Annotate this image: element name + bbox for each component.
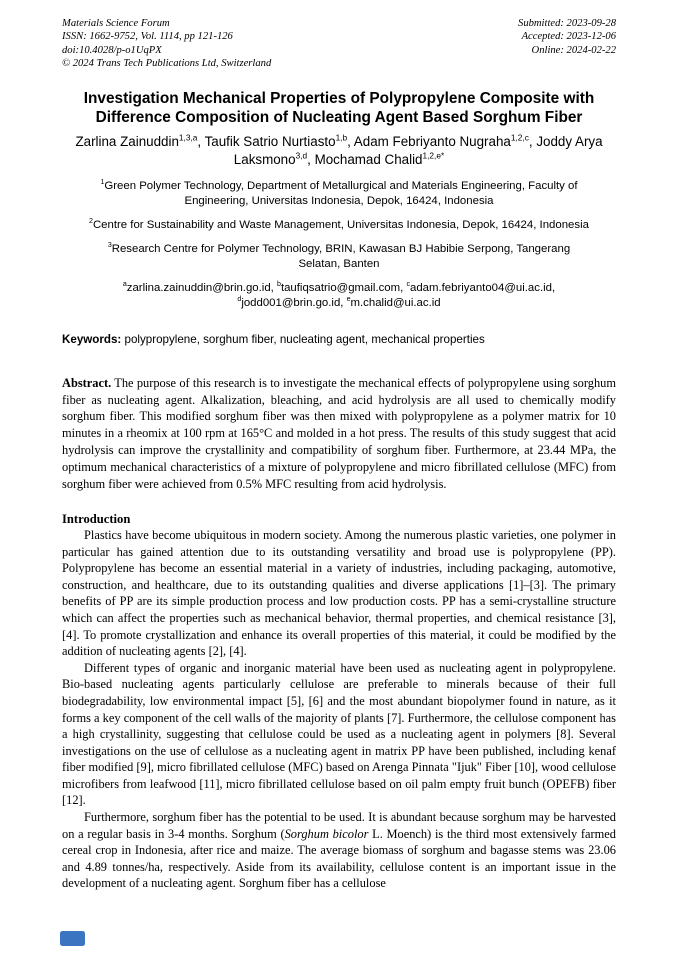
journal-info	[62, 17, 271, 71]
accepted-date: Accepted: 2023-12-06	[521, 31, 616, 43]
abstract: Abstract. The purpose of this research is to investigate the mechanical effects of polypropylene using sorghum fiber as nucleating agent. Alkalization, bleaching, and acid hydrolysis are all used to chemically modify sorghum fiber. This modified sorghum fiber was then mixed with polypropylene as a polymer matrix for 10 minutes in a rheomix at 100 rpm at 165°C and molded in a hot press. The results of this study suggest that acid hydrolysis can improve the crystallinity and compatibility of sorghum fiber. Furthermore, at 23.44 MPa, the optimum mechanical characteristics of a mixture of polypropylene and micro fibrillated cellulose (MFC) from sorghum fiber were achieved from 0.5% MFC resulting from acid hydrolysis.	[62, 375, 616, 492]
affiliation-1: $^1$Green Polymer Technology, Department of Metallurgical and Materials Engineering, Faculty of Engineering, Universitas Indonesia, Depok, 16424, Indonesia	[100, 178, 578, 207]
intro-paragraph-1: Plastics have become ubiquitous in modern society. Among the numerous plastic varieties, one polymer in particular has gained attention due to its outstanding versatility and broad use is polypropylene (PP). Polypropylene has become an essential material in a variety of industries, including packaging, automotive, construction, and healthcare, due to its outstanding qualities and diverse applications [1]–[3]. The primary benefits of PP are its simple production process and low production costs. PP has a semi-crystalline structure which can affect the properties such as mechanical behavior, thermal properties, and chemical resistance [3], [4]. To promote crystallization and enhance its overall properties of this material, it could be modified by the addition of nucleating agents [2], [4].	[62, 527, 616, 659]
affiliation-3: $^3$Research Centre for Polymer Technology, BRIN, Kawasan BJ Habibie Serpong, Tangerang Selatan, Banten	[107, 241, 571, 270]
affiliation-2: $^2$Centre for Sustainability and Waste Management, Universitas Indonesia, Depok, 16424, Indonesia	[89, 217, 589, 231]
license-badge-icon	[60, 931, 85, 946]
journal-name: Materials Science Forum	[62, 18, 170, 29]
journal-copyright: © 2024 Trans Tech Publications Ltd, Switzerland	[62, 58, 272, 70]
intro-paragraph-3: Furthermore, sorghum fiber has the potential to be used. It is abundant because sorghum may be harvested on a regular basis in 3-4 months. Sorghum (Sorghum bicolor L. Moench) is the third most extensively farmed cereal crop in Indonesia, after rice and maize. The average biomass of sorghum and bagasse stems was 23.06 and 4.89 tonnes/ha, respectively. Aside from its availability, cellulose content is an important issue in the development of a nucleating agent. Sorghum fiber has a cellulose	[62, 810, 616, 891]
section-heading-introduction: Introduction	[62, 511, 131, 526]
journal-header	[62, 17, 616, 71]
author-emails: $^a$zarlina.zainuddin@brin.go.id, $^b$taufiqsatrio@gmail.com, $^c$adam.febriyanto04@ui.ac.id, $^d$jodd001@brin.go.id, $^e$m.chalid@ui.ac.id	[122, 280, 556, 309]
paper-title: Investigation Mechanical Properties of Polypropylene Composite with Difference Composition of Nucleating Agent Based Sorghum Fiber	[83, 89, 595, 127]
keywords-line: Keywords: polypropylene, sorghum fiber, nucleating agent, mechanical properties	[62, 332, 485, 346]
intro-paragraph-2: Different types of organic and inorganic material have been used as nucleating agent in polypropylene. Bio-based nucleating agents particularly cellulose are preferable to minerals because of their full biodegradability, low environmental impact [5], [6] and the most abundant biopolymer found in nature, as it forms a key component of the cell walls of the majority of plants [7]. Furthermore, the cellulose component has a high crystallinity, suggesting that cellulose could be used as a nucleating agent in polymers [8]. Several investigations on the use of cellulose as a nucleating agent in matrix PP have been published, including kenaf fiber modified [9], micro fibrillated cellulose (MFC) based on Arenga Pinnata "Ijuk" Fiber [10], wood cellulose microfibers from leafwood [11], micro fibrillated cellulose based on oil palm empty fruit bunch (OPEFB) fiber [12].	[62, 660, 616, 808]
submitted-date: Submitted: 2023-09-28	[518, 18, 616, 29]
submission-dates	[518, 17, 616, 71]
authors-line: Zarlina Zainuddin$^{1,3,a}$, Taufik Satrio Nurtiasto$^{1,b}$, Adam Febriyanto Nugraha$^{1,2,c}$, Joddy Arya Laksmono$^{3,d}$, Mochamad Chalid$^{1,2,e*}$	[75, 132, 603, 168]
online-date: Online: 2024-02-22	[531, 44, 616, 56]
journal-doi: doi:10.4028/p-o1UqPX	[62, 44, 162, 56]
journal-issn-volume: ISSN: 1662-9752, Vol. 1114, pp 121-126	[62, 31, 233, 43]
